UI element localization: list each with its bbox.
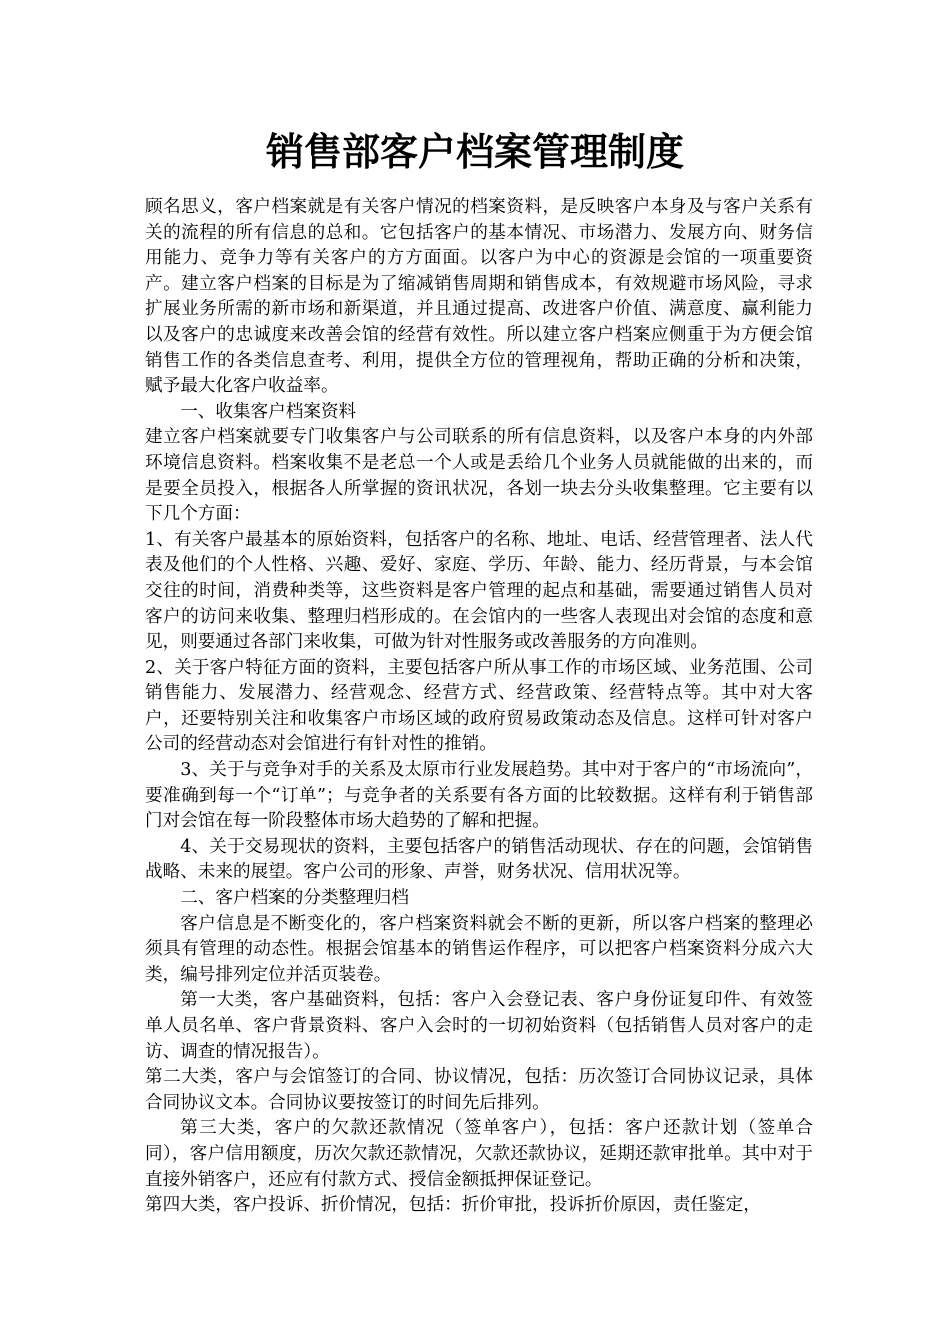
document-body [145, 195, 813, 1219]
paragraph-intro: 顾名思义，客户档案就是有关客户情况的档案资料，是反映客户本身及与客户关系有关的流程的所有信息的总和。它包括客户的基本情况、市场潜力、发展方向、财务信用能力、竞争力等有关客户的方方面面。以客户为中心的资源是会馆的一项重要资产。建立客户档案的目标是为了缩减销售周期和销售成本，有效规避市场风险，寻求扩展业务所需的新市场和新渠道，并且通过提高、改进客户价值、满意度、赢利能力以及客户的忠诚度来改善会馆的经营有效性。所以建立客户档案应侧重于为方便会馆销售工作的各类信息查考、利用，提供全方位的管理视角，帮助正确的分析和决策，赋予最大化客户收益率。 [145, 197, 813, 397]
paragraph: 客户信息是不断变化的，客户档案资料就会不断的更新，所以客户档案的整理必须具有管理的动态性。根据会馆基本的销售运作程序，可以把客户档案资料分成六大类，编号排列定位并活页装卷。 [145, 913, 813, 985]
category-1: 第一大类，客户基础资料，包括：客户入会登记表、客户身份证复印件、有效签单人员名单、客户背景资料、客户入会时的一切初始资料（包括销售人员对客户的走访、调查的情况报告）。 [145, 990, 813, 1062]
list-item-4: 4、关于交易现状的资料，主要包括客户的销售活动现状、存在的问题，会馆销售战略、未来的展望。客户公司的形象、声誉，财务状况、信用状况等。 [145, 836, 813, 883]
section-heading-2: 二、客户档案的分类整理归档 [180, 888, 409, 909]
list-item-2: 2、关于客户特征方面的资料，主要包括客户所从事工作的市场区域、业务范围、公司销售能力、发展潜力、经营观念、经营方式、经营政策、经营特点等。其中对大客户，还要特别关注和收集客户市场区域的政府贸易政策动态及信息。这样可针对客户公司的经营动态对会馆进行有针对性的推销。 [145, 657, 813, 755]
list-item-1: 1、有关客户最基本的原始资料，包括客户的名称、地址、电话、经营管理者、法人代表及他们的个人性格、兴趣、爱好、家庭、学历、年龄、能力、经历背景，与本会馆交往的时间，消费种类等，这些资料是客户管理的起点和基础，需要通过销售人员对客户的访问来收集、整理归档形成的。在会馆内的一些客人表现出对会馆的态度和意见，则要通过各部门来收集，可做为针对性服务或改善服务的方向准则。 [145, 529, 813, 653]
category-4: 第四大类，客户投诉、折价情况，包括：折价审批，投诉折价原因，责任鉴定， [145, 1195, 761, 1216]
category-3: 第三大类，客户的欠款还款情况（签单客户），包括：客户还款计划（签单合同），客户信用额度，历次欠款还款情况，欠款还款协议，延期还款审批单。其中对于直接外销客户，还应有付款方式、授信金额抵押保证登记。 [145, 1118, 813, 1190]
paragraph: 建立客户档案就要专门收集客户与公司联系的所有信息资料，以及客户本身的内外部环境信息资料。档案收集不是老总一个人或是丢给几个业务人员就能做的出来的，而是要全员投入，根据各人所掌握的资讯状况，各划一块去分头收集整理。它主要有以下几个方面： [145, 427, 813, 525]
list-item-3: 3、关于与竞争对手的关系及太原市行业发展趋势。其中对于客户的“市场流向”，要准确到每一个“订单”；与竞争者的关系要有各方面的比较数据。这样有利于销售部门对会馆在每一阶段整体市场大趋势的了解和把握。 [145, 760, 813, 832]
category-2: 第二大类，客户与会馆签订的合同、协议情况，包括：历次签订合同协议记录，具体合同协议文本。合同协议要按签订的时间先后排列。 [145, 1067, 813, 1113]
document-title: 销售部客户档案管理制度 [265, 129, 684, 174]
section-heading-1: 一、收集客户档案资料 [180, 401, 357, 422]
